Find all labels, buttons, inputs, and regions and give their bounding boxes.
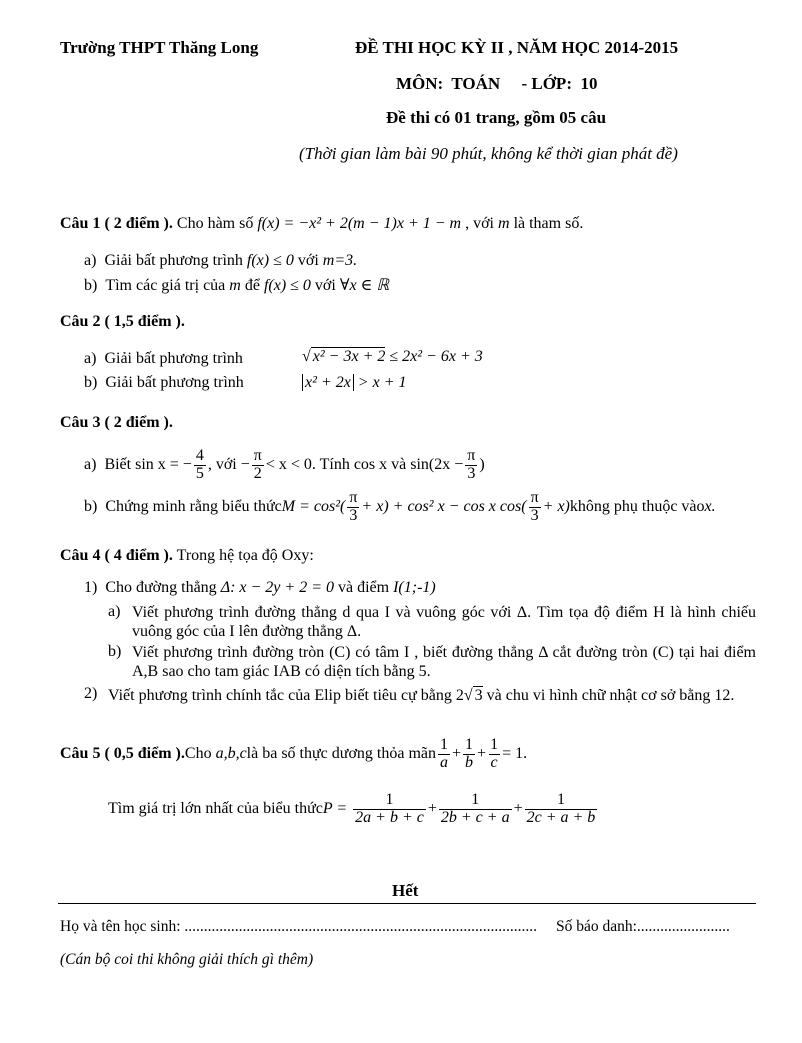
q1-b-mid: để: [240, 277, 264, 294]
q4-p1-text: Cho đường thẳng: [105, 579, 221, 596]
q4-b-label: b): [108, 643, 122, 660]
student-name-field: Họ và tên học sinh: ...........................................................................................: [60, 918, 538, 935]
q5-frac-b-num: 1: [465, 736, 474, 753]
subject-line: MÔN: TOÁN - LỚP: 10: [396, 74, 598, 93]
q3-a-text: Biết sin x = −: [104, 456, 192, 474]
time-info: (Thời gian làm bài 90 phút, không kể thời gian phát đề): [299, 144, 678, 163]
q2-b-rhs: > x + 1: [353, 374, 407, 391]
q5-frac-a-num: 1: [440, 736, 448, 753]
question-1: [60, 215, 583, 233]
q1-part-a: [84, 252, 357, 270]
q3-b-x: x.: [704, 498, 716, 516]
q2-a-math: √ x² − 3x + 2 ≤ 2x² − 6x + 3: [302, 348, 483, 365]
q1-b-label: b): [84, 277, 98, 294]
q5-p-plus-2: +: [513, 800, 523, 818]
q2-b-label: b): [84, 374, 98, 391]
q3-b-m3: + x): [542, 498, 570, 516]
q3-b-frac-den: 3: [349, 506, 358, 524]
q5-find-text: Tìm giá trị lớn nhất của biểu thức: [108, 800, 323, 818]
q5-eq: = 1.: [502, 745, 528, 763]
q5-p-frac-1: [353, 792, 426, 827]
q3-b-m1: M = cos²(: [281, 498, 346, 516]
footer-divider: [58, 903, 756, 904]
q3-a-frac2-num: π: [253, 447, 262, 464]
school-name: Trường THPT Thăng Long: [60, 38, 259, 57]
q1-a-mid: với: [293, 252, 323, 269]
q5-p-eq: P =: [322, 800, 348, 818]
q3-b-frac-num: π: [349, 489, 358, 506]
q3-part-b: [84, 490, 716, 525]
q3-part-a: [84, 448, 485, 483]
q5-frac-c: [488, 737, 500, 772]
q3-b-frac2: [529, 490, 541, 525]
q5-p-frac-3-num: 1: [556, 791, 565, 808]
q5-p-frac-1-num: 1: [385, 791, 394, 808]
q5-mid: là ba số thực dương thỏa mãn: [246, 745, 436, 763]
q4-p2-text-a: Viết phương trình chính tắc của Elip biết tiêu cự bằng 2: [108, 687, 464, 704]
q1-intro: Cho hàm số: [172, 215, 258, 232]
q4-p1-mid: và điểm: [334, 579, 394, 596]
q5-p-frac-2: [439, 792, 512, 827]
q1-b-forall: ∀x ∈ ℝ: [339, 277, 390, 294]
q3-a-frac3-den: 3: [467, 464, 476, 482]
q4-p2-radicand: 3: [474, 687, 483, 704]
q5-p-frac-3-den: 2c + a + b: [526, 808, 596, 826]
q3-b-frac2-num: π: [530, 489, 539, 506]
q2-a-label: a): [84, 350, 97, 367]
q3-a-mid: , với −: [207, 456, 250, 474]
q1-part-b: [84, 275, 389, 295]
q4-a-text: Viết phương trình đường thẳng d qua I và vuông góc với Δ. Tìm tọa độ điểm H là hình chiếu vuông góc của I lên đường thẳng Δ.: [132, 604, 756, 640]
q5-frac-a-den: a: [440, 753, 448, 771]
q3-a-close: ): [479, 456, 485, 474]
q2-b-abs: x² + 2x: [302, 374, 354, 391]
q3-title: Câu 3 ( 2 điểm ).: [60, 414, 173, 431]
pages-info: Đề thi có 01 trang, gồm 05 câu: [386, 108, 607, 127]
q1-m: m: [498, 215, 510, 232]
q5-frac-c-num: 1: [490, 736, 499, 753]
q2-a-rhs: ≤ 2x² − 6x + 3: [385, 348, 483, 365]
q1-a-val: m=3.: [322, 252, 358, 269]
q4-p2-text: Viết phương trình chính tắc của Elip biết tiêu cự bằng 2√ 3 và chu vi hình chữ nhật cơ sở bằng 12.: [108, 687, 735, 704]
exam-title: ĐỀ THI HỌC KỲ II , NĂM HỌC 2014-2015: [355, 38, 679, 57]
q5-find: [108, 792, 599, 827]
q5-plus-2: +: [477, 745, 487, 763]
q1-a-math: f(x) ≤ 0: [246, 252, 294, 269]
q5-p-frac-3: [525, 792, 598, 827]
q1-tail-a: , với: [461, 215, 498, 232]
q1-b-text: Tìm các giá trị của: [105, 277, 230, 294]
q4-p2-label: 2): [84, 685, 98, 702]
q2-part-a: [84, 350, 243, 368]
q5-p-frac-1-den: 2a + b + c: [355, 808, 424, 826]
q3-a-frac2-den: 2: [253, 464, 262, 482]
q3-a-label: a): [84, 456, 97, 474]
q5-p-plus-1: +: [427, 800, 437, 818]
q3-b-tail: không phụ thuộc vào: [569, 498, 705, 516]
q3-a-frac-num: 4: [195, 447, 204, 464]
q4-p1-point: I(1;-1): [393, 579, 436, 596]
q2-b-math: [302, 374, 407, 392]
q5-title: Câu 5 ( 0,5 điểm ).: [60, 745, 185, 763]
q3-a-frac-den: 5: [195, 464, 204, 482]
q1-b-tail: với: [310, 277, 340, 294]
q3-a-frac2: [252, 448, 264, 483]
q5-frac-b: [463, 737, 475, 772]
q1-a-label: a): [84, 252, 97, 269]
q5-p-frac-2-den: 2b + c + a: [440, 808, 510, 826]
q2-a-radicand: x² − 3x + 2: [312, 348, 386, 365]
q3-a-frac3: [465, 448, 477, 483]
q4-title: Câu 4 ( 4 điểm ).: [60, 547, 173, 564]
q1-a-text: Giải bất phương trình: [104, 252, 247, 269]
q5-plus-1: +: [452, 745, 462, 763]
q1-b-m: m: [229, 277, 241, 294]
q3-b-m2: + x) + cos² x − cos x cos(: [361, 498, 527, 516]
q3-b-frac: [347, 490, 359, 525]
q3-a-frac3-num: π: [467, 447, 476, 464]
q4-p2-text-b: và chu vi hình chữ nhật cơ sở bằng 12.: [482, 687, 735, 704]
q4-intro: Trong hệ tọa độ Oxy:: [172, 547, 314, 564]
q1-title: Câu 1 ( 2 điểm ).: [60, 215, 173, 232]
q3-a-cond: < x < 0. Tính cos x và sin(2x −: [265, 456, 464, 474]
q4-p1-label: 1): [84, 579, 98, 596]
student-id-field: Số báo danh:........................: [556, 918, 730, 935]
q2-a-text: Giải bất phương trình: [104, 350, 243, 367]
q1-b-math: f(x) ≤ 0: [263, 277, 311, 294]
q3-a-frac: [194, 448, 206, 483]
q5-p-frac-2-num: 1: [471, 791, 480, 808]
q4-a-label: a): [108, 603, 121, 620]
q5-intro: Cho: [184, 745, 212, 763]
q4-part-1: [84, 579, 436, 597]
q3-b-label: b): [84, 498, 98, 516]
q2-title: Câu 2 ( 1,5 điểm ).: [60, 313, 185, 330]
proctor-note: (Cán bộ coi thi không giải thích gì thêm): [60, 951, 314, 968]
q5-frac-a: [438, 737, 450, 772]
q4-b-text: Viết phương trình đường tròn (C) có tâm I , biết đường thẳng Δ cắt đường tròn (C) tại hai điểm A,B sao cho tam giác IAB có diện tích bằng 5.: [132, 644, 756, 680]
end-label: Hết: [392, 881, 419, 900]
question-5: [60, 737, 527, 772]
question-4: [60, 547, 314, 565]
q3-b-text: Chứng minh rằng biểu thức: [105, 498, 282, 516]
q5-frac-c-den: c: [490, 753, 498, 771]
q4-p1-line: Δ: x − 2y + 2 = 0: [220, 579, 334, 596]
q1-tail-b: là tham số.: [509, 215, 584, 232]
q1-function: f(x) = −x² + 2(m − 1)x + 1 − m: [257, 215, 462, 232]
q5-vars: a,b,c: [215, 745, 247, 763]
q5-frac-b-den: b: [465, 753, 474, 771]
q2-part-b: [84, 374, 244, 392]
q3-b-frac2-den: 3: [530, 506, 539, 524]
q2-b-text: Giải bất phương trình: [105, 374, 244, 391]
